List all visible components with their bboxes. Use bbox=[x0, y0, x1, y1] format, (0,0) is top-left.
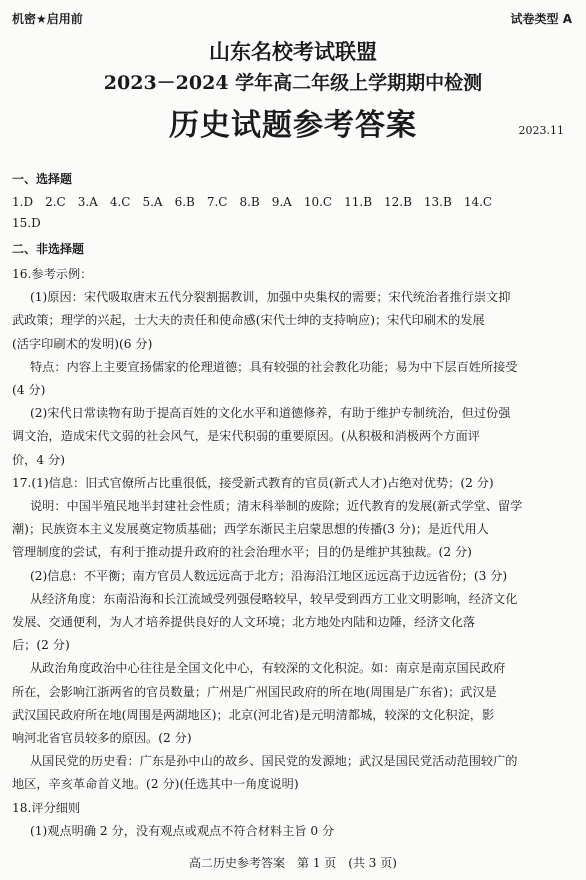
choice-answers-row-1: 1.D 2.C 3.A 4.C 5.A 6.B 7.C 8.B 9.A 10.C 11.B 12.B 13.B 14.C bbox=[12, 195, 493, 209]
document-title: 历史试题参考答案 bbox=[169, 108, 417, 143]
answer-line: 16.参考示例： bbox=[12, 267, 93, 281]
answer-line: (2)信息：不平衡；南方官员人数远远高于北方；沿海沿江地区远远高于边远省份；(3 分) bbox=[30, 568, 508, 583]
answer-line: 价，4 分) bbox=[12, 452, 65, 467]
answer-line: 18.评分细则 bbox=[12, 800, 81, 815]
answer-line: 响河北省官员较多的原因。(2 分) bbox=[12, 731, 192, 745]
confidential-label: 机密★启用前 bbox=[12, 12, 83, 26]
answer-line: 发展、交通便利，为人才培养提供良好的人文环境；北方地处内陆和边陲，经济文化落 bbox=[12, 615, 476, 629]
exam-name-title: 2023－2024 学年高二年级上学期期中检测 bbox=[103, 72, 483, 94]
section-heading-choice: 一、选择题 bbox=[12, 172, 73, 186]
section-heading-essay: 二、非选择题 bbox=[12, 242, 85, 256]
answer-line: 地区，辛亥革命首义地。(2 分)(任选其中一角度说明) bbox=[12, 777, 299, 792]
answer-line: 说明：中国半殖民地半封建社会性质；清末科举制的废除；近代教育的发展(新式学堂、留学 bbox=[30, 499, 523, 513]
answer-line: 潮)；民族资本主义发展奠定物质基础；西学东渐民主启蒙思想的传播(3 分)；是近代用人 bbox=[12, 522, 489, 537]
answer-line: 17.(1)信息：旧式官僚所占比重很低，接受新式教育的官员(新式人才)占绝对优势；(2 分) bbox=[12, 475, 494, 490]
answer-line: (活字印刷术的发明)(6 分) bbox=[12, 336, 153, 351]
answer-line: 武汉国民政府所在地(周围是两湖地区)；北京(河北省)是元明清都城，较深的文化积淀，影 bbox=[12, 707, 495, 722]
answer-line: (2)宋代日常读物有助于提高百姓的文化水平和道德修养，有助于维护专制统治，但过份强 bbox=[30, 406, 511, 421]
answer-line: 调文治，造成宋代文弱的社会风气，是宋代积弱的重要原因。(从积极和消极两个方面评 bbox=[12, 429, 480, 444]
exam-date: 2023.11 bbox=[518, 124, 564, 137]
answer-line: 从国民党的历史看：广东是孙中山的故乡、国民党的发源地；武汉是国民党活动范围较广的 bbox=[30, 754, 518, 769]
answer-line: 后；(2 分) bbox=[12, 638, 70, 653]
choice-answers-row-2: 15.D bbox=[12, 216, 41, 230]
answer-line: 特点：内容上主要宣扬儒家的伦理道德；具有较强的社会教化功能；易为中下层百姓所接受 bbox=[30, 359, 518, 374]
answer-line: 从政治角度政治中心往往是全国文化中心，有较深的文化积淀。如：南京是南京国民政府 bbox=[30, 661, 506, 676]
answer-line: (1)原因：宋代吸取唐末五代分裂割据教训，加强中央集权的需要；宋代统治者推行崇文抑 bbox=[30, 290, 511, 305]
answer-line: (4 分) bbox=[12, 383, 46, 397]
page-footer: 高二历史参考答案 第 1 页 (共 3 页) bbox=[189, 856, 397, 870]
exam-type-label: 试卷类型 A bbox=[510, 12, 572, 26]
exam-union-title: 山东名校考试联盟 bbox=[209, 39, 377, 64]
answer-line: 从经济角度：东南沿海和长江流域受列强侵略较早，较早受到西方工业文明影响，经济文化 bbox=[30, 591, 518, 606]
answer-line: 所在，会影响江浙两省的官员数量；广州是广州国民政府的所在地(周围是广东省)；武汉是 bbox=[12, 684, 497, 699]
answer-line: 管理制度的尝试，有利于推动提升政府的社会治理水平；目的仍是维护其独裁。(2 分) bbox=[12, 545, 472, 560]
answer-line: (1)观点明确 2 分，没有观点或观点不符合材料主旨 0 分 bbox=[30, 823, 335, 838]
answer-line: 武政策；理学的兴起，士大夫的责任和使命感(宋代士绅的支持响应)；宋代印刷术的发展 bbox=[12, 313, 485, 328]
